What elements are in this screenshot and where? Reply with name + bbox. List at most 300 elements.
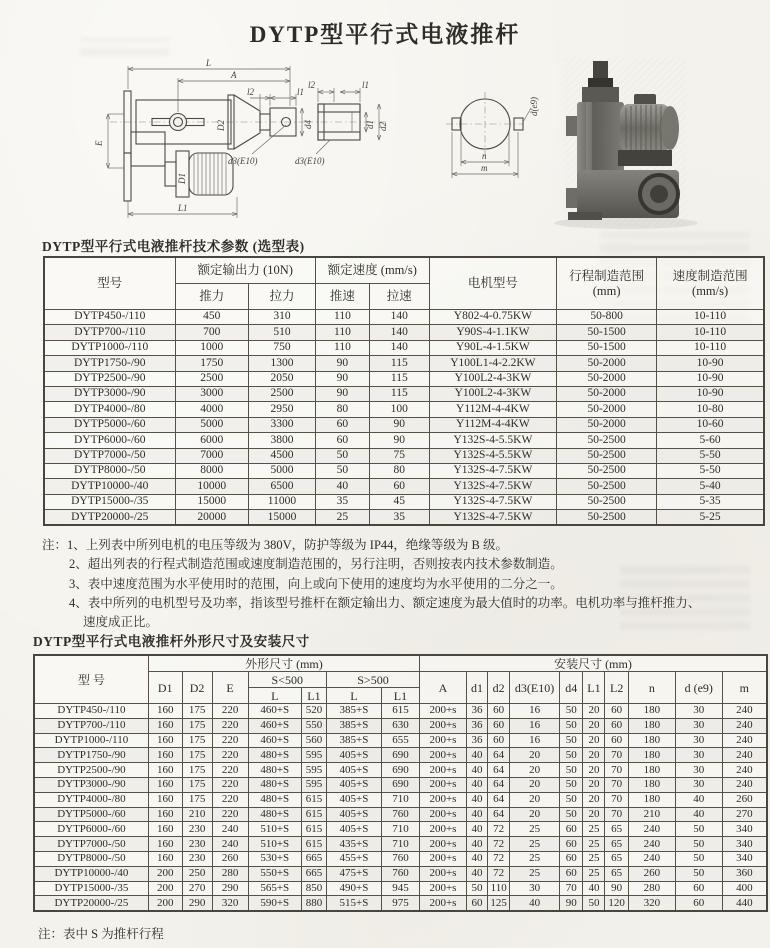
model-cell: DYTP4000-/80 — [34, 792, 148, 807]
note-text: 1、上列表中所列电机的电压等级为 380V，防护等级为 IP44，绝缘等级为 B 级。 — [67, 538, 508, 552]
table-cell: 665 — [302, 866, 327, 881]
table-cell: 7000 — [175, 448, 248, 463]
table-cell: 180 — [628, 777, 675, 792]
table-cell: 25 — [510, 851, 560, 866]
table-cell: 25 — [583, 837, 605, 852]
table-cell: 65 — [605, 851, 628, 866]
main-view — [94, 58, 313, 218]
table-cell: 200+s — [420, 807, 467, 822]
table-cell: 20 — [583, 763, 605, 778]
table-cell: 160 — [148, 807, 182, 822]
table-cell: 70 — [605, 763, 628, 778]
table-cell: 115 — [369, 356, 429, 371]
table-cell: 35 — [369, 510, 429, 526]
model-cell: DYTP10000-/40 — [34, 866, 148, 881]
dim-label-d3-section: d3(E10) — [295, 156, 325, 166]
table-cell: 240 — [212, 822, 248, 837]
table-cell: 40 — [466, 748, 487, 763]
table-cell: 64 — [488, 777, 510, 792]
table-cell: 200 — [148, 896, 182, 911]
table-cell: 30 — [675, 777, 722, 792]
table-cell: 280 — [628, 881, 675, 896]
table-cell: 460+S — [248, 733, 302, 748]
table-cell: 75 — [369, 448, 429, 463]
table-row — [44, 356, 764, 371]
table-cell: 160 — [148, 837, 182, 852]
table-cell: 20 — [510, 777, 560, 792]
dim-label-D2: D2 — [216, 120, 226, 131]
table-cell: 10-90 — [657, 356, 764, 371]
table-cell: 240 — [722, 763, 767, 778]
table-cell: 320 — [628, 896, 675, 911]
table-cell: 320 — [212, 896, 248, 911]
table-cell: 385+S — [326, 718, 381, 733]
table-cell: 175 — [182, 763, 212, 778]
table-cell: 50 — [560, 792, 583, 807]
table-row — [44, 371, 764, 386]
model-cell: DYTP5000-/60 — [34, 807, 148, 822]
table-cell: 40 — [466, 777, 487, 792]
table-cell: Y802-4-0.75KW — [429, 310, 556, 325]
table-cell: 8000 — [175, 463, 248, 478]
table-cell: 60 — [488, 704, 510, 719]
table-cell: 50 — [675, 822, 722, 837]
table-cell: 200+s — [420, 777, 467, 792]
table-cell: Y132S-4-5.5KW — [429, 433, 556, 448]
table-cell: 50-2000 — [557, 386, 657, 401]
table-cell: 20 — [510, 763, 560, 778]
table-cell: 270 — [182, 881, 212, 896]
table-cell: 50 — [466, 881, 487, 896]
table-cell: 615 — [302, 807, 327, 822]
table-cell: 615 — [302, 837, 327, 852]
table-cell: 110 — [315, 310, 369, 325]
col-push-speed: 推速 — [315, 284, 369, 310]
table-cell: 220 — [212, 718, 248, 733]
table-cell: 710 — [381, 837, 419, 852]
col-stroke-range-line1: 行程制造范围 — [569, 268, 645, 283]
table-cell: 30 — [675, 748, 722, 763]
table-cell: 220 — [212, 807, 248, 822]
table-cell: 70 — [605, 748, 628, 763]
table-row — [44, 494, 764, 509]
table-cell: 405+S — [326, 792, 381, 807]
table-cell: 160 — [148, 748, 182, 763]
model-cell: DYTP8000-/50 — [34, 851, 148, 866]
table-cell: 510+S — [248, 837, 302, 852]
table-cell: 510 — [248, 325, 315, 340]
dim-label-l2: l2 — [247, 87, 255, 97]
table-cell: 440 — [722, 896, 767, 911]
table-cell: 70 — [605, 807, 628, 822]
table-cell: 595 — [302, 748, 327, 763]
table-cell: 340 — [722, 837, 767, 852]
table-cell: 90 — [560, 896, 583, 911]
dim-label-m: m — [481, 163, 488, 173]
table-cell: 1000 — [175, 340, 248, 355]
table-cell: 1300 — [248, 356, 315, 371]
table-cell: 110 — [488, 881, 510, 896]
table-cell: 50-2500 — [557, 510, 657, 526]
model-cell: DYTP8000-/50 — [44, 463, 175, 478]
table-cell: 72 — [488, 822, 510, 837]
table-cell: 60 — [560, 837, 583, 852]
table-cell: 180 — [628, 704, 675, 719]
table-cell: 60 — [605, 718, 628, 733]
table-cell: 80 — [315, 402, 369, 417]
notes-block — [42, 536, 742, 632]
col-rated-force: 额定输出力 (10N) — [175, 257, 315, 284]
table-row — [34, 807, 767, 822]
table-cell: 50 — [560, 748, 583, 763]
table-cell: 72 — [488, 837, 510, 852]
table-cell: 945 — [381, 881, 419, 896]
table-cell: Y90S-4-1.1KW — [429, 325, 556, 340]
table-row — [34, 763, 767, 778]
table-cell: 50 — [560, 704, 583, 719]
table-cell: 435+S — [326, 837, 381, 852]
model-cell: DYTP3000-/90 — [44, 386, 175, 401]
table-cell: 2950 — [248, 402, 315, 417]
table-cell: 20 — [583, 777, 605, 792]
table-cell: 700 — [175, 325, 248, 340]
table-cell: 290 — [182, 896, 212, 911]
table-cell: 550 — [302, 718, 327, 733]
table-row — [44, 463, 764, 478]
col-rated-speed: 额定速度 (mm/s) — [315, 257, 429, 284]
table-cell: 70 — [605, 777, 628, 792]
table-row — [34, 866, 767, 881]
table-cell: 40 — [466, 866, 487, 881]
table-row — [44, 417, 764, 432]
table-cell: 220 — [212, 763, 248, 778]
table-cell: 11000 — [248, 494, 315, 509]
model-cell: DYTP4000-/80 — [44, 402, 175, 417]
table-cell: 200+s — [420, 733, 467, 748]
model-cell: DYTP700-/110 — [34, 718, 148, 733]
model-cell: DYTP5000-/60 — [44, 417, 175, 432]
table-cell: 60 — [560, 851, 583, 866]
table-cell: 35 — [315, 494, 369, 509]
table-cell: Y132S-4-7.5KW — [429, 510, 556, 526]
table-row — [34, 896, 767, 911]
table-cell: 220 — [212, 792, 248, 807]
table-cell: 230 — [182, 837, 212, 852]
table-cell: 20 — [583, 704, 605, 719]
table-cell: 200+s — [420, 748, 467, 763]
table-cell: 15000 — [248, 510, 315, 526]
table-cell: 220 — [212, 704, 248, 719]
col-group-install: 安装尺寸 (mm) — [420, 655, 767, 672]
table-cell: 5-50 — [657, 463, 764, 478]
table-cell: 25 — [583, 822, 605, 837]
table-cell: 160 — [148, 733, 182, 748]
table-cell: 70 — [605, 792, 628, 807]
table-cell: 850 — [302, 881, 327, 896]
dim-label-d4: d4 — [303, 120, 313, 129]
spec-table-caption: DYTP型平行式电液推杆技术参数 (选型表) — [42, 239, 305, 254]
table-cell: 40 — [675, 807, 722, 822]
table-cell: 15000 — [175, 494, 248, 509]
table-cell: 40 — [675, 792, 722, 807]
table-row — [34, 822, 767, 837]
table-cell: 200+s — [420, 851, 467, 866]
table-cell: 460+S — [248, 704, 302, 719]
table-cell: 30 — [675, 718, 722, 733]
table-cell: 20 — [583, 718, 605, 733]
table-cell: 565+S — [248, 881, 302, 896]
table-cell: 200+s — [420, 866, 467, 881]
table-cell: 60 — [675, 896, 722, 911]
table-row — [44, 325, 764, 340]
model-cell: DYTP2500-/90 — [34, 763, 148, 778]
table-cell: 385+S — [326, 733, 381, 748]
table-cell: 5-60 — [657, 433, 764, 448]
table-cell: 405+S — [326, 763, 381, 778]
table-cell: 20 — [583, 748, 605, 763]
table-cell: 240 — [212, 837, 248, 852]
model-cell: DYTP3000-/90 — [34, 777, 148, 792]
table-cell: 50-2000 — [557, 417, 657, 432]
table-cell: 50-2500 — [557, 433, 657, 448]
table-cell: 20 — [583, 733, 605, 748]
table-cell: 40 — [466, 822, 487, 837]
table-cell: 405+S — [326, 807, 381, 822]
model-cell: DYTP15000-/35 — [44, 494, 175, 509]
table-cell: 880 — [302, 896, 327, 911]
flange-view — [446, 92, 539, 178]
col-motor-model: 电机型号 — [429, 257, 556, 310]
col-speed-range-line2: (mm/s) — [692, 283, 729, 298]
col-L1-lt: L1 — [302, 688, 327, 704]
table-cell: 20000 — [175, 510, 248, 526]
table-row — [34, 777, 767, 792]
table-cell: 630 — [381, 718, 419, 733]
table-cell: 5000 — [248, 463, 315, 478]
table-cell: Y112M-4-4KW — [429, 417, 556, 432]
table-cell: 50 — [560, 733, 583, 748]
col-model: 型号 — [44, 257, 175, 310]
table-cell: 10-110 — [657, 310, 764, 325]
table-cell: 50-1500 — [557, 325, 657, 340]
table-cell: 20 — [583, 807, 605, 822]
table-cell: 125 — [488, 896, 510, 911]
table-cell: 40 — [583, 881, 605, 896]
table-cell: 40 — [466, 851, 487, 866]
note-line: 3、表中速度范围为水平使用时的范围，向上或向下使用的速度均为水平使用的二分之一。 — [69, 576, 563, 591]
table-row — [34, 881, 767, 896]
table-cell: 36 — [466, 718, 487, 733]
table-row — [34, 704, 767, 719]
table-cell: Y132S-4-7.5KW — [429, 494, 556, 509]
model-cell: DYTP1750-/90 — [44, 356, 175, 371]
table-cell: 690 — [381, 777, 419, 792]
table-row — [44, 433, 764, 448]
col-speed-range-line1: 速度制造范围 — [672, 268, 748, 283]
table-row — [34, 792, 767, 807]
table-cell: 450 — [175, 310, 248, 325]
table-cell: 615 — [381, 704, 419, 719]
table-cell: 310 — [248, 310, 315, 325]
table-cell: Y100L2-4-3KW — [429, 371, 556, 386]
table-cell: 260 — [722, 792, 767, 807]
table-cell: 50-2500 — [557, 494, 657, 509]
table-cell: 240 — [628, 822, 675, 837]
table-cell: 6500 — [248, 479, 315, 494]
table-cell: 240 — [722, 777, 767, 792]
table-cell: 50-1500 — [557, 340, 657, 355]
table-row — [44, 386, 764, 401]
table-cell: 36 — [466, 733, 487, 748]
table-cell: 50-2500 — [557, 448, 657, 463]
table-cell: 200+s — [420, 837, 467, 852]
table-cell: 60 — [560, 822, 583, 837]
table-cell: 10-80 — [657, 402, 764, 417]
col-group-outline: 外形尺寸 (mm) — [148, 655, 419, 672]
table-cell: 710 — [381, 822, 419, 837]
table-cell: 475+S — [326, 866, 381, 881]
table-cell: 40 — [466, 807, 487, 822]
model-cell: DYTP1750-/90 — [34, 748, 148, 763]
table-cell: 20 — [510, 807, 560, 822]
note-line: 4、表中所列的电机型号及功率，指该型号推杆在额定输出力、额定速度为最大值时的功率。电机功率与推杆推力、 — [69, 595, 701, 610]
model-cell: DYTP6000-/60 — [44, 433, 175, 448]
table-cell: 115 — [369, 371, 429, 386]
table-cell: 455+S — [326, 851, 381, 866]
table-cell: 2500 — [175, 371, 248, 386]
table-cell: 90 — [369, 433, 429, 448]
table-cell: 515+S — [326, 896, 381, 911]
table-cell: 175 — [182, 777, 212, 792]
technical-drawing — [90, 54, 560, 232]
spec-table-header — [44, 257, 764, 310]
table-cell: 3300 — [248, 417, 315, 432]
col-D1: D1 — [148, 672, 182, 704]
dim-label-l1-section: l1 — [362, 80, 370, 90]
table-cell: 760 — [381, 851, 419, 866]
table-cell: 710 — [381, 792, 419, 807]
table-cell: 60 — [488, 733, 510, 748]
table-cell: 750 — [248, 340, 315, 355]
table-cell: 90 — [605, 881, 628, 896]
table-cell: 340 — [722, 851, 767, 866]
col-d2: d2 — [488, 672, 510, 704]
table-cell: 115 — [369, 386, 429, 401]
footnote: 注：表中 S 为推杆行程 — [38, 927, 164, 941]
table-cell: 175 — [182, 733, 212, 748]
table-cell: Y100L1-4-2.2KW — [429, 356, 556, 371]
table-row — [34, 837, 767, 852]
table-cell: 50-2500 — [557, 463, 657, 478]
table-cell: 175 — [182, 748, 212, 763]
col-A: A — [420, 672, 467, 704]
table-row — [34, 733, 767, 748]
table-cell: 120 — [605, 896, 628, 911]
table-cell: 290 — [212, 881, 248, 896]
col-speed-range — [657, 257, 764, 310]
table-cell: 400 — [722, 881, 767, 896]
table-cell: 10-110 — [657, 325, 764, 340]
table-cell: 25 — [583, 851, 605, 866]
table-cell: 60 — [605, 733, 628, 748]
table-cell: Y132S-4-5.5KW — [429, 448, 556, 463]
dim-table — [33, 654, 768, 912]
table-cell: 655 — [381, 733, 419, 748]
table-cell: 60 — [675, 881, 722, 896]
table-cell: 60 — [369, 479, 429, 494]
table-cell: 210 — [628, 807, 675, 822]
table-cell: 160 — [148, 763, 182, 778]
table-cell: 200+s — [420, 881, 467, 896]
note-line — [42, 536, 742, 555]
table-cell: 175 — [182, 718, 212, 733]
col-d1: d1 — [466, 672, 487, 704]
table-cell: 240 — [722, 704, 767, 719]
table-cell: 50-2500 — [557, 479, 657, 494]
table-cell: 60 — [315, 417, 369, 432]
table-cell: 690 — [381, 748, 419, 763]
table-cell: 975 — [381, 896, 419, 911]
table-cell: 50 — [560, 777, 583, 792]
table-cell: 110 — [315, 340, 369, 355]
page-title: DYTP型平行式电液推杆 — [249, 22, 521, 47]
table-cell: 160 — [148, 704, 182, 719]
table-cell: 25 — [510, 837, 560, 852]
model-cell: DYTP1000-/110 — [34, 733, 148, 748]
table-cell: 220 — [212, 777, 248, 792]
table-cell: 385+S — [326, 704, 381, 719]
dim-table-body — [34, 704, 767, 912]
note-line: 速度成正比。 — [83, 615, 159, 630]
table-cell: 200 — [148, 881, 182, 896]
table-cell: 2500 — [248, 386, 315, 401]
table-cell: 595 — [302, 777, 327, 792]
table-cell: 40 — [315, 479, 369, 494]
model-cell: DYTP20000-/25 — [44, 510, 175, 526]
table-cell: 180 — [628, 718, 675, 733]
dim-label-d1: d1 — [365, 120, 375, 129]
table-cell: 50 — [560, 807, 583, 822]
table-cell: 16 — [510, 718, 560, 733]
table-cell: 50-2000 — [557, 356, 657, 371]
table-cell: 180 — [628, 792, 675, 807]
table-cell: 65 — [605, 822, 628, 837]
table-cell: 72 — [488, 866, 510, 881]
table-cell: 595 — [302, 763, 327, 778]
table-cell: 90 — [315, 386, 369, 401]
table-cell: 405+S — [326, 822, 381, 837]
col-model: 型 号 — [34, 655, 148, 704]
col-m: m — [722, 672, 767, 704]
model-cell: DYTP2500-/90 — [44, 371, 175, 386]
table-cell: 5-40 — [657, 479, 764, 494]
table-cell: 140 — [369, 325, 429, 340]
table-cell: 175 — [182, 792, 212, 807]
table-cell: 180 — [628, 733, 675, 748]
table-cell: 405+S — [326, 777, 381, 792]
dim-label-d2: d2 — [378, 122, 388, 131]
col-E: E — [212, 672, 248, 704]
col-n: n — [628, 672, 675, 704]
table-cell: 90 — [315, 371, 369, 386]
col-pull-speed: 拉速 — [369, 284, 429, 310]
dim-label-D1: D1 — [177, 173, 187, 184]
table-cell: 60 — [488, 718, 510, 733]
table-cell: 10000 — [175, 479, 248, 494]
table-cell: 16 — [510, 704, 560, 719]
col-pull-force: 拉力 — [248, 284, 315, 310]
table-cell: 70 — [560, 881, 583, 896]
